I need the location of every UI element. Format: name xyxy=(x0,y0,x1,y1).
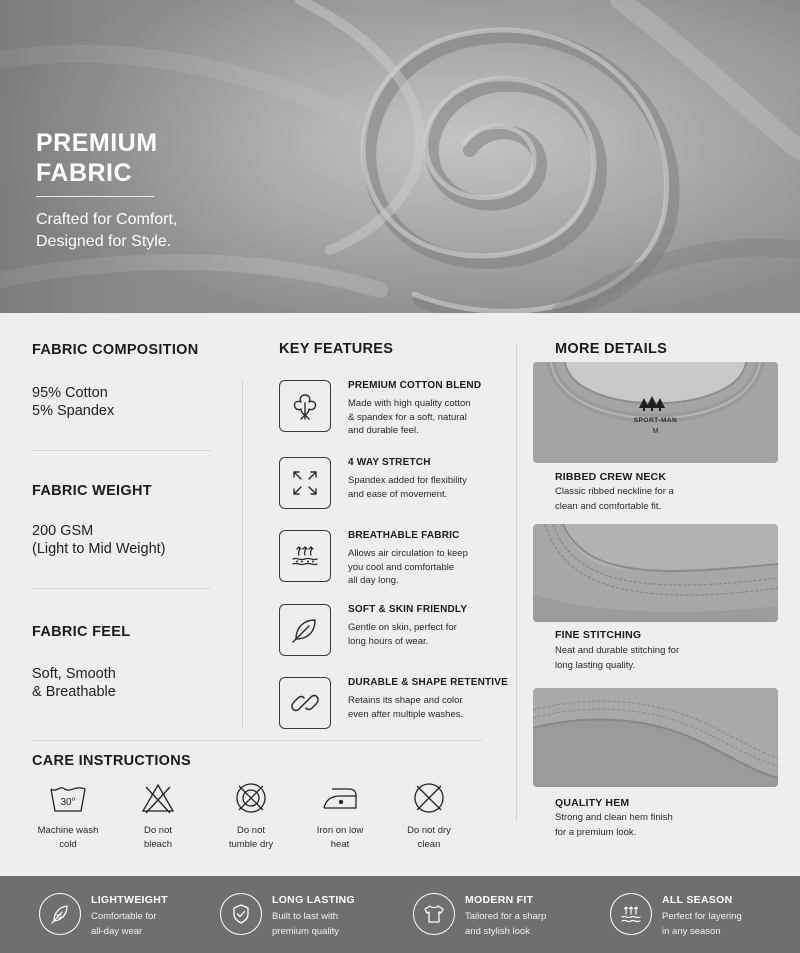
detail-desc: Strong and clean hem finish for a premium look. xyxy=(555,812,673,838)
chain-link-icon xyxy=(279,677,331,729)
feature-desc: Retains its shape and color even after multiple washes. xyxy=(348,695,464,720)
divider xyxy=(32,740,482,741)
feature-durable xyxy=(279,677,509,733)
cotton-flower-icon xyxy=(279,380,331,432)
footer-title: MODERN FIT xyxy=(465,894,534,906)
shield-check-icon xyxy=(220,893,262,935)
divider xyxy=(32,450,210,451)
feature-desc: Made with high quality cotton & spandex for a soft, natural and durable feel. xyxy=(348,398,471,436)
fabric-weight-title: FABRIC WEIGHT xyxy=(32,483,152,499)
no-dry-clean-icon xyxy=(389,780,469,816)
footer-title: LONG LASTING xyxy=(272,894,355,906)
feature-desc: Gentle on skin, perfect for long hours of wear. xyxy=(348,622,457,647)
care-no-dry-clean xyxy=(389,780,469,852)
footer-title: ALL SEASON xyxy=(662,894,733,906)
footer-desc: Comfortable for all-day wear xyxy=(91,911,157,937)
detail-title: QUALITY HEM xyxy=(555,797,630,809)
care-iron-low xyxy=(300,780,380,852)
fabric-composition-title: FABRIC COMPOSITION xyxy=(32,342,199,358)
detail-title: RIBBED CREW NECK xyxy=(555,471,667,483)
wash-temp-text: 30° xyxy=(60,797,76,808)
no-tumble-dry-icon xyxy=(211,780,291,816)
feature-title: DURABLE & SHAPE RETENTIVE xyxy=(348,677,509,688)
care-label: Do not dry clean xyxy=(407,825,451,850)
fabric-weight-value: 200 GSM (Light to Mid Weight) xyxy=(32,523,166,557)
divider xyxy=(32,588,210,589)
care-machine-wash xyxy=(28,780,108,852)
feature-title: PREMIUM COTTON BLEND xyxy=(348,380,482,391)
feature-desc: Allows air circulation to keep you cool and comfortable all day long. xyxy=(348,548,468,586)
iron-low-icon xyxy=(300,780,380,816)
crew-neck-image xyxy=(533,362,778,463)
detail-desc: Neat and durable stitching for long lasting quality. xyxy=(555,645,680,671)
detail-desc: Classic ribbed neckline for a clean and comfortable fit. xyxy=(555,486,674,512)
stitching-image xyxy=(533,524,778,622)
footer-desc: Perfect for layering in any season xyxy=(662,911,742,937)
no-bleach-icon xyxy=(118,780,198,816)
hero-subtitle: Crafted for Comfort, Designed for Style. xyxy=(36,211,178,250)
feature-desc: Spandex added for flexibility and ease of movement. xyxy=(348,475,467,500)
feature-title: SOFT & SKIN FRIENDLY xyxy=(348,604,468,615)
fabric-composition-value: 95% Cotton 5% Spandex xyxy=(32,385,115,419)
footer-desc: Tailored for a sharp and stylish look xyxy=(465,911,547,937)
care-label: Do not bleach xyxy=(144,825,172,850)
care-label: Do not tumble dry xyxy=(228,825,274,850)
stretch-arrows-icon xyxy=(279,457,331,509)
care-no-tumble-dry xyxy=(211,780,291,852)
footer-title: LIGHTWEIGHT xyxy=(91,894,168,906)
leaf-icon xyxy=(279,604,331,656)
hero-banner xyxy=(0,0,800,313)
footer-bar xyxy=(0,876,800,953)
feature-breathable xyxy=(279,530,489,586)
detail-title: FINE STITCHING xyxy=(555,629,642,641)
details-section xyxy=(0,313,800,876)
feature-skin-friendly xyxy=(279,604,489,660)
care-label: Iron on low heat xyxy=(316,825,364,850)
wash-30-icon xyxy=(28,780,108,816)
hem-image xyxy=(533,688,778,787)
divider xyxy=(242,381,243,729)
divider xyxy=(516,343,517,821)
hero-divider xyxy=(36,196,154,197)
tshirt-icon xyxy=(413,893,455,935)
fabric-feel-title: FABRIC FEEL xyxy=(32,624,131,640)
breathable-fabric-icon xyxy=(279,530,331,582)
care-no-bleach xyxy=(118,780,198,852)
care-instructions-title: CARE INSTRUCTIONS xyxy=(32,753,191,769)
key-features-title: KEY FEATURES xyxy=(279,341,394,357)
feature-title: BREATHABLE FABRIC xyxy=(348,530,460,541)
fabric-feel-value: Soft, Smooth & Breathable xyxy=(32,666,116,700)
feature-4-way-stretch xyxy=(279,457,489,513)
neck-label-brand: SPORT-MAN xyxy=(633,417,678,424)
feather-icon xyxy=(39,893,81,935)
hero-title: PREMIUM FABRIC xyxy=(36,129,158,187)
feature-title: 4 WAY STRETCH xyxy=(348,457,431,468)
more-details-title: MORE DETAILS xyxy=(555,341,668,357)
footer-desc: Built to last with premium quality xyxy=(272,911,340,937)
care-label: Machine wash cold xyxy=(37,825,99,850)
feature-cotton-blend xyxy=(279,380,489,436)
all-season-icon xyxy=(610,893,652,935)
neck-label-size: M xyxy=(652,428,659,435)
